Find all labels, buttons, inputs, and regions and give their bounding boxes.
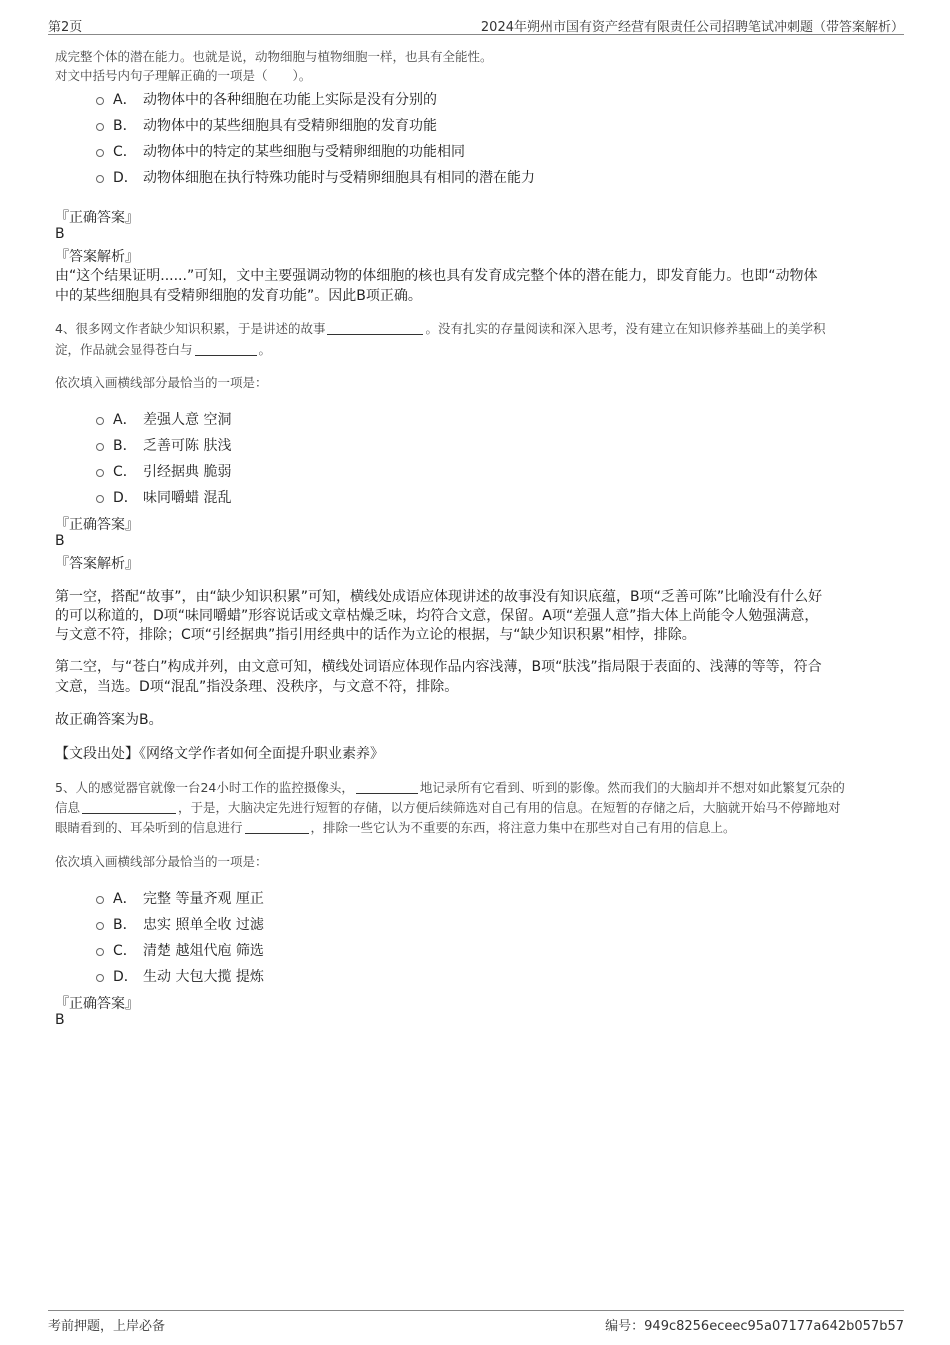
radio-icon[interactable] (96, 175, 104, 183)
q4-analysis-line: 的可以称道的，D项“味同嚼蜡”形容说话或文章枯燥乏味，均符合文意，保留。A项“差强人意”指大体上尚能令人勉强满意， (55, 608, 819, 624)
radio-icon[interactable] (96, 948, 104, 956)
q3-answer: B (55, 226, 65, 242)
q4-source: 【文段出处】《网络文学作者如何全面提升职业素养》 (55, 746, 384, 762)
q4-analysis-line: 文意，当选。D项“混乱”指没条理、没秩序，与文意不符，排除。 (55, 679, 459, 695)
q5-answer-label: 『正确答案』 (55, 996, 139, 1012)
q5-stem-line: 信息 ，于是，大脑决定先进行短暂的存储，以方便后续筛选对自己有用的信息。在短暂的存储之后，大脑就开始马不停蹄地对 (55, 800, 841, 815)
q3-question: 对文中括号内句子理解正确的一项是（ ）。 (55, 68, 312, 83)
page-footer (48, 1310, 904, 1335)
q4-analysis-line: 与文意不符，排除；C项“引经据典”指引用经典中的话作为立论的根据，与“缺少知识积累”相悖，排除。 (55, 627, 696, 643)
q3-analysis-line: 中的某些细胞具有受精卵细胞的发育功能”。因此B项正确。 (55, 288, 422, 304)
q4-answer-label: 『正确答案』 (55, 517, 139, 533)
fill-blank (245, 821, 309, 834)
q4-analysis-line: 第一空，搭配“故事”，由“缺少知识积累”可知，横线处成语应体现讲述的故事没有知识底蕴，B项“乏善可陈”比喻没有什么好 (55, 589, 823, 605)
q4-analysis-label: 『答案解析』 (55, 556, 139, 572)
radio-icon[interactable] (96, 922, 104, 930)
q4-analysis-line: 第二空，与“苍白”构成并列，由文意可知，横线处词语应体现作品内容浅薄，B项“肤浅”指局限于表面的、浅薄的等等，符合 (55, 659, 822, 675)
document-title: 2024年朔州市国有资产经营有限责任公司招聘笔试冲刺题（带答案解析） (480, 20, 904, 35)
q3-option-c[interactable]: C． 动物体中的特定的某些细胞与受精卵细胞的功能相同 (96, 141, 465, 161)
q3-option-d[interactable]: D． 动物体细胞在执行特殊功能时与受精卵细胞具有相同的潜在能力 (96, 167, 535, 187)
fill-blank (327, 322, 423, 335)
q3-passage: 成完整个体的潜在能力。也就是说，动物细胞与植物细胞一样，也具有全能性。 (55, 49, 493, 64)
radio-icon[interactable] (96, 495, 104, 503)
fill-blank (356, 781, 418, 794)
radio-icon[interactable] (96, 417, 104, 425)
q3-analysis-line: 由“这个结果证明......”可知，文中主要强调动物的体细胞的核也具有发育成完整个体的潜在能力，即发育能力。也即“动物体 (55, 268, 818, 284)
q4-answer: B (55, 533, 65, 549)
q5-option-a[interactable]: A． 完整 等量齐观 厘正 (96, 888, 264, 908)
radio-icon[interactable] (96, 974, 104, 982)
q3-answer-label: 『正确答案』 (55, 210, 139, 226)
q4-conclusion: 故正确答案为B。 (55, 712, 163, 728)
page-header (48, 14, 904, 35)
page-number: 第2页 (48, 20, 83, 35)
q5-question: 依次填入画横线部分最恰当的一项是： (55, 854, 268, 869)
q3-option-b[interactable]: B． 动物体中的某些细胞具有受精卵细胞的发育功能 (96, 115, 437, 135)
radio-icon[interactable] (96, 469, 104, 477)
q5-stem-line: 眼睛看到的、耳朵听到的信息进行 ，排除一些它认为不重要的东西，将注意力集中在那些对自己有用的信息上。 (55, 820, 736, 835)
q4-stem-line: 4、很多网文作者缺少知识积累，于是讲述的故事 。没有扎实的存量阅读和深入思考，没有建立在知识修养基础上的美学积 (55, 321, 826, 336)
fill-blank (82, 801, 176, 814)
q4-option-b[interactable]: B． 乏善可陈 肤浅 (96, 435, 231, 455)
footer-slogan: 考前押题，上岸必备 (48, 1319, 166, 1334)
q4-option-c[interactable]: C． 引经据典 脆弱 (96, 461, 231, 481)
q4-stem-line: 淀，作品就会显得苍白与 。 (55, 342, 272, 357)
radio-icon[interactable] (96, 896, 104, 904)
radio-icon[interactable] (96, 149, 104, 157)
q4-option-a[interactable]: A． 差强人意 空洞 (96, 409, 231, 429)
q4-option-d[interactable]: D． 味同嚼蜡 混乱 (96, 487, 231, 507)
q3-analysis-label: 『答案解析』 (55, 249, 139, 265)
document-code: 编号：949c8256eceec95a07177a642b057b57 (605, 1319, 904, 1334)
fill-blank (195, 343, 257, 356)
q3-option-a[interactable]: A． 动物体中的各种细胞在功能上实际是没有分别的 (96, 89, 437, 109)
radio-icon[interactable] (96, 443, 104, 451)
radio-icon[interactable] (96, 123, 104, 131)
radio-icon[interactable] (96, 97, 104, 105)
q4-question: 依次填入画横线部分最恰当的一项是： (55, 375, 268, 390)
q5-option-b[interactable]: B． 忠实 照单全收 过滤 (96, 914, 264, 934)
q5-answer: B (55, 1012, 65, 1028)
q5-stem-line: 5、人的感觉器官就像一台24小时工作的监控摄像头， 地记录所有它看到、听到的影像。然而我们的大脑却并不想对如此繁复冗杂的 (55, 780, 845, 795)
q5-option-c[interactable]: C． 清楚 越俎代庖 筛选 (96, 940, 264, 960)
q5-option-d[interactable]: D． 生动 大包大揽 提炼 (96, 966, 264, 986)
